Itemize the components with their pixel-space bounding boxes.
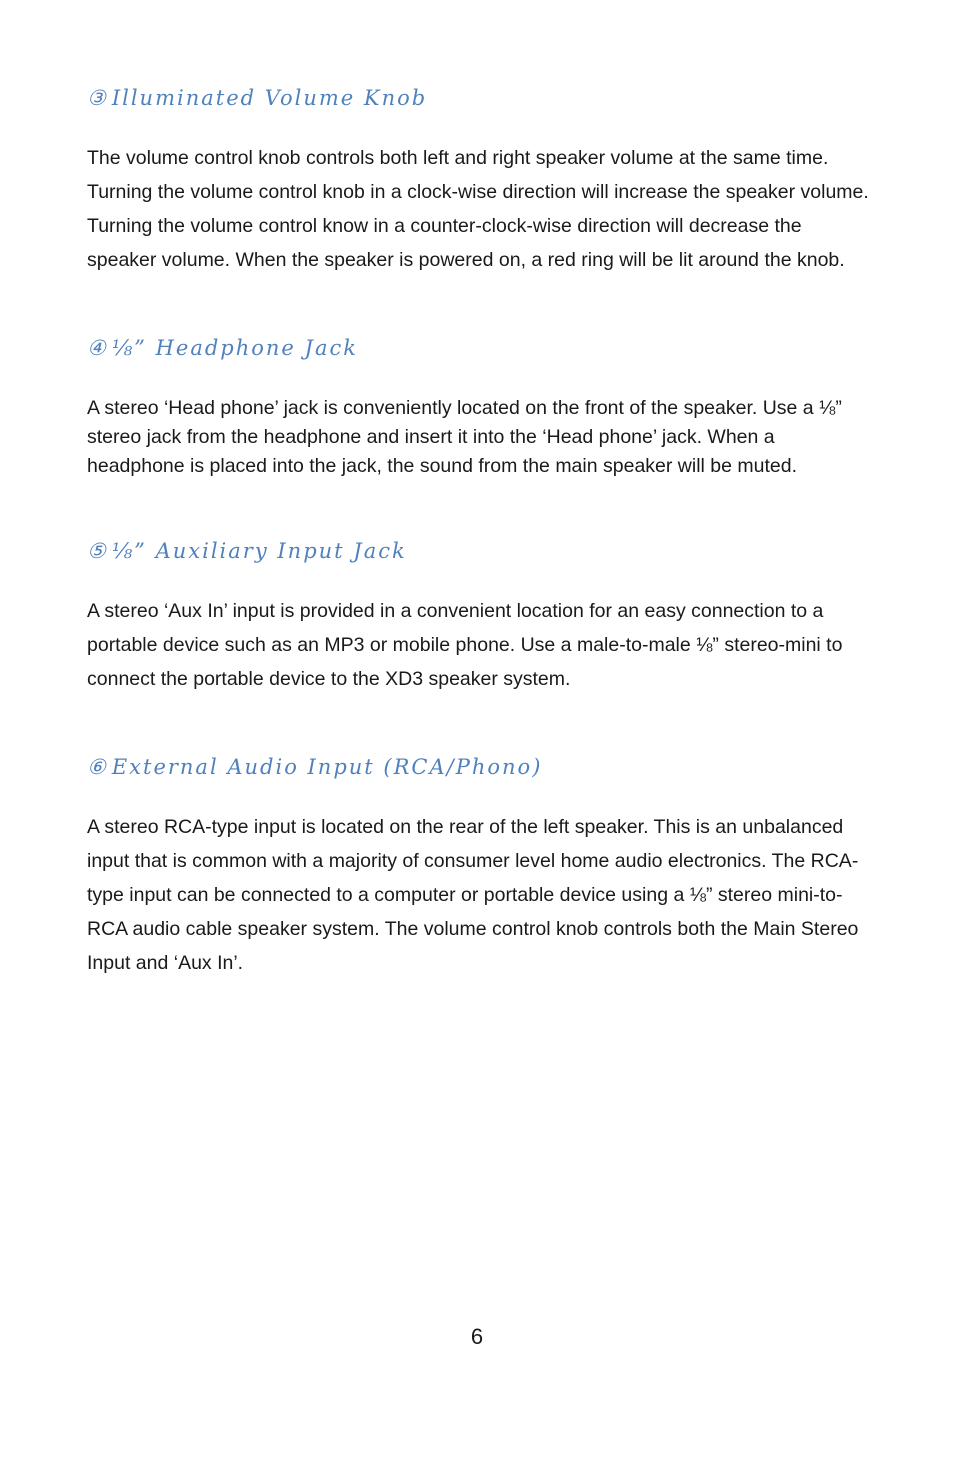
section-body-aux-input: A stereo ‘Aux In’ input is provided in a convenient location for an easy connection to a portable device such as an MP3 or mobile phone. Use a male-to-male ⅛” stereo-mini to connect the portable device to the XD3 speaker system.	[87, 600, 843, 690]
section-title: External Audio Input (RCA/Phono)	[111, 755, 543, 779]
section-title: ⅛” Auxiliary Input Jack	[111, 539, 407, 563]
section-heading-external-audio	[87, 755, 542, 779]
section-title: ⅛” Headphone Jack	[111, 336, 358, 360]
section-body-volume-knob: The volume control knob controls both left and right speaker volume at the same time. Turning the volume control knob in a clock-wise direction will increase the speaker volume. Turning the volume control know in a counter-clock-wise direction will decrease the speaker volume. When the speaker is powered on, a red ring will be lit around the knob.	[87, 147, 869, 271]
section-title: Illuminated Volume Knob	[111, 86, 428, 110]
section-heading-volume-knob	[87, 86, 427, 110]
section-number: ③	[87, 86, 106, 110]
section-number: ⑤	[87, 539, 106, 563]
section-body-headphone-jack: A stereo ‘Head phone’ jack is conveniently located on the front of the speaker. Use a ⅛” stereo jack from the headphone and insert it into the ‘Head phone’ jack. When a headphone is placed into the jack, the sound from the main speaker will be muted.	[87, 397, 842, 477]
section-heading-aux-input	[87, 539, 407, 563]
section-heading-headphone-jack	[87, 336, 358, 360]
section-number: ⑥	[87, 755, 106, 779]
page-number: 6	[470, 1324, 484, 1349]
section-body-external-audio: A stereo RCA-type input is located on the rear of the left speaker. This is an unbalanced input that is common with a majority of consumer level home audio electronics. The RCA-type input can be connected to a computer or portable device using a ⅛” stereo mini-to-RCA audio cable speaker system. The volume control knob controls both the Main Stereo Input and ‘Aux In’.	[87, 816, 859, 974]
section-number: ④	[87, 336, 106, 360]
